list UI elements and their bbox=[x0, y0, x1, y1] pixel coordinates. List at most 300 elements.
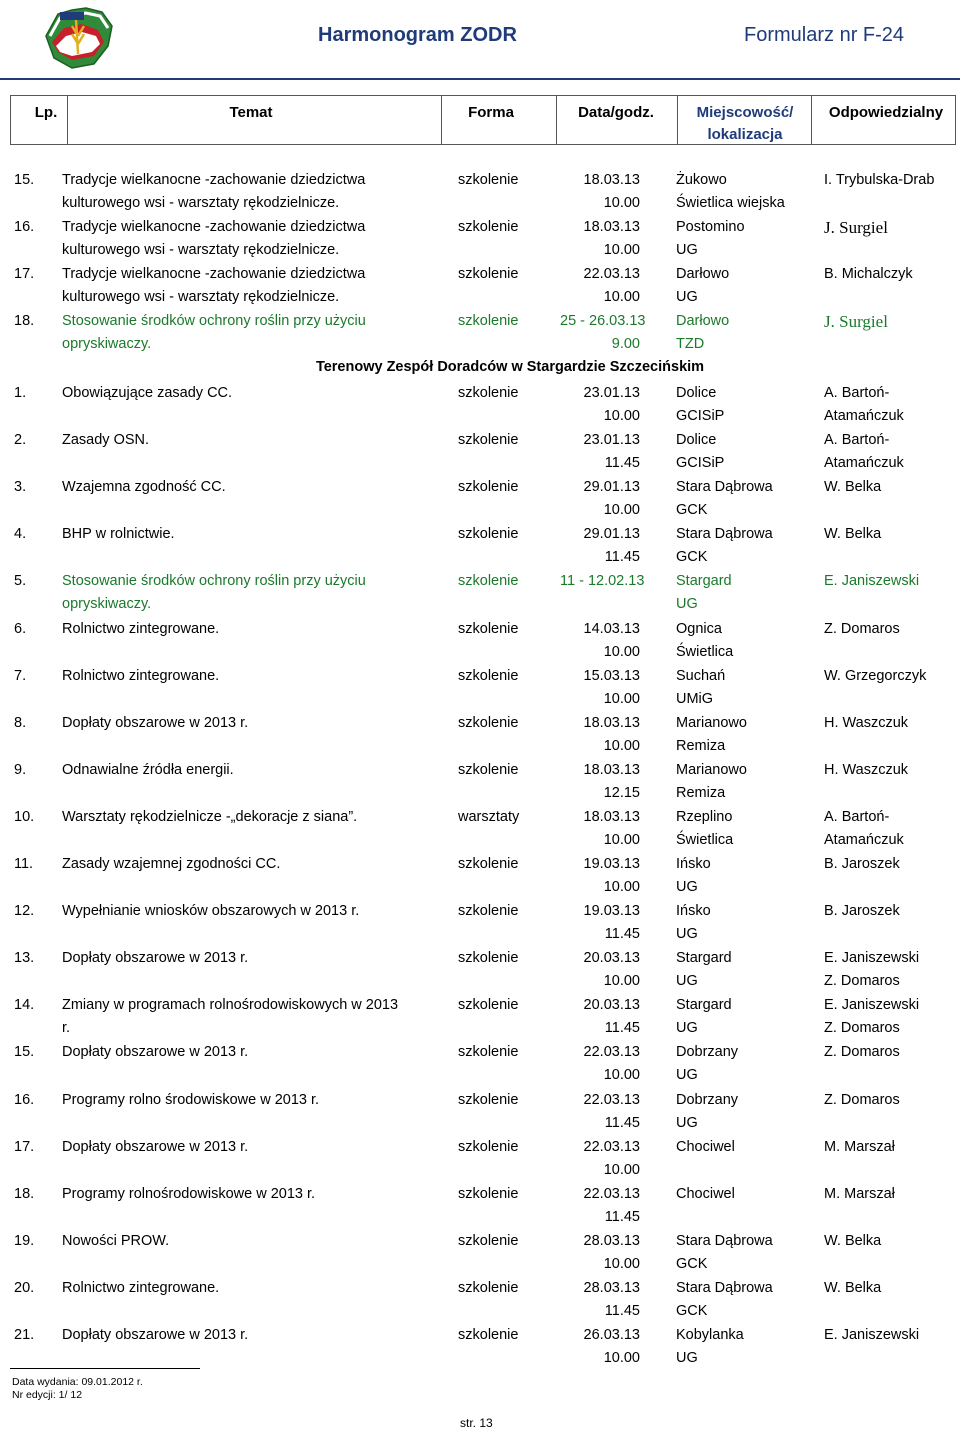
row-number: 2. bbox=[14, 432, 27, 449]
row-date-day: 29.01.13 bbox=[583, 526, 640, 543]
row-form: szkolenie bbox=[458, 526, 519, 543]
row-place bbox=[676, 759, 747, 805]
row-place-venue: UMiG bbox=[676, 690, 714, 707]
row-place-town: Rzeplino bbox=[676, 808, 733, 825]
row-date-day: 18.03.13 bbox=[583, 172, 640, 188]
row-responsible-line1: E. Janiszewski bbox=[824, 1327, 920, 1343]
table-row bbox=[0, 169, 960, 216]
row-form: szkolenie bbox=[458, 950, 519, 967]
row-responsible-line1: M. Marszał bbox=[824, 1185, 895, 1202]
row-responsible-line1: M. Marszał bbox=[824, 1138, 895, 1155]
row-responsible bbox=[824, 476, 881, 499]
row-date bbox=[560, 665, 660, 711]
row-number: 5. bbox=[14, 573, 27, 590]
page-number: str. 13 bbox=[460, 1416, 493, 1430]
row-responsible bbox=[824, 665, 926, 688]
row-responsible-line1: A. Bartoń- bbox=[824, 808, 890, 825]
row-date bbox=[560, 1230, 660, 1276]
row-responsible-line1: W. Belka bbox=[824, 1232, 882, 1249]
row-place bbox=[676, 1277, 773, 1323]
row-form: szkolenie bbox=[458, 1091, 519, 1108]
row-number: 13. bbox=[14, 950, 35, 967]
row-topic: Rolnictwo zintegrowane. bbox=[62, 620, 220, 637]
row-date-time: 10.00 bbox=[603, 1067, 640, 1084]
table-row bbox=[0, 994, 960, 1041]
row-responsible-line1: H. Waszczuk bbox=[824, 761, 909, 778]
row-responsible-line1: W. Belka bbox=[824, 479, 882, 496]
row-date-day: 20.03.13 bbox=[583, 997, 640, 1014]
row-place-venue: UG bbox=[676, 879, 698, 895]
row-place bbox=[676, 1324, 744, 1370]
row-date bbox=[560, 947, 660, 993]
row-date-day: 14.03.13 bbox=[583, 620, 640, 637]
column-header-miejscowosc-line1: Miejscowość/ bbox=[696, 104, 794, 121]
row-form: szkolenie bbox=[458, 313, 519, 329]
row-date bbox=[560, 618, 660, 664]
row-form: szkolenie bbox=[458, 714, 519, 731]
table-row bbox=[0, 759, 960, 806]
row-place-town: Żukowo bbox=[676, 172, 727, 188]
row-form: szkolenie bbox=[458, 266, 519, 282]
row-place bbox=[676, 216, 745, 262]
row-topic: Dopłaty obszarowe w 2013 r. bbox=[62, 1327, 249, 1343]
row-place-town: Stargard bbox=[676, 997, 732, 1014]
row-form: szkolenie bbox=[458, 1279, 519, 1296]
row-date-time: 12.15 bbox=[603, 784, 640, 801]
row-number: 20. bbox=[14, 1279, 35, 1296]
row-number: 16. bbox=[14, 1091, 35, 1108]
row-form: szkolenie bbox=[458, 620, 519, 637]
row-topic: Dopłaty obszarowe w 2013 r. bbox=[62, 950, 249, 967]
row-form: szkolenie bbox=[458, 997, 519, 1014]
row-responsible: J. Surgiel bbox=[824, 218, 888, 237]
row-place-venue: UG bbox=[676, 242, 698, 258]
row-date-day: 22.03.13 bbox=[583, 1091, 640, 1108]
row-place bbox=[676, 665, 725, 711]
row-topic: Warsztaty rękodzielnicze -„dekoracje z siana”. bbox=[62, 808, 358, 825]
table-row bbox=[0, 570, 960, 617]
row-date-day: 20.03.13 bbox=[583, 950, 640, 967]
row-form: szkolenie bbox=[458, 219, 519, 235]
row-date-day: 22.03.13 bbox=[583, 1185, 640, 1202]
row-responsible-line1: W. Belka bbox=[824, 526, 882, 543]
row-responsible bbox=[824, 1230, 881, 1253]
row-place-town: Chociwel bbox=[676, 1185, 735, 1202]
row-date bbox=[560, 1183, 660, 1229]
row-form: szkolenie bbox=[458, 573, 519, 590]
row-place-town: Stara Dąbrowa bbox=[676, 526, 773, 543]
row-number: 8. bbox=[14, 714, 27, 731]
row-form: szkolenie bbox=[458, 1327, 519, 1343]
row-responsible-line2: Atamańczuk bbox=[824, 408, 904, 424]
row-responsible bbox=[824, 382, 904, 428]
row-topic: Dopłaty obszarowe w 2013 r. bbox=[62, 1138, 249, 1155]
row-place-town: Marianowo bbox=[676, 714, 747, 731]
row-date-time: 11.45 bbox=[604, 455, 640, 472]
row-place-town: Dobrzany bbox=[676, 1044, 739, 1061]
row-date-day: 15.03.13 bbox=[583, 667, 640, 684]
row-responsible-line1: E. Janiszewski bbox=[824, 997, 920, 1014]
row-date-day: 18.03.13 bbox=[583, 761, 640, 778]
row-place bbox=[676, 570, 732, 616]
row-place-venue: TZD bbox=[676, 336, 705, 352]
row-form: szkolenie bbox=[458, 667, 519, 684]
row-number: 21. bbox=[14, 1327, 35, 1343]
row-date-time: 10.00 bbox=[603, 289, 640, 305]
column-divider bbox=[441, 96, 442, 144]
table-row bbox=[0, 1089, 960, 1136]
column-divider bbox=[67, 96, 68, 144]
row-place-town: Chociwel bbox=[676, 1138, 735, 1155]
table-row bbox=[0, 523, 960, 570]
row-date bbox=[560, 523, 660, 569]
row-responsible-line1: A. Bartoń- bbox=[824, 432, 890, 449]
row-responsible-line2: Z. Domaros bbox=[824, 1020, 900, 1037]
row-date bbox=[560, 1089, 660, 1135]
row-form: szkolenie bbox=[458, 903, 519, 920]
row-topic: Zasady wzajemnej zgodności CC. bbox=[62, 856, 281, 872]
row-place-venue: UG bbox=[676, 1067, 698, 1084]
row-responsible bbox=[824, 523, 881, 546]
table-row bbox=[0, 665, 960, 712]
table-row bbox=[0, 1136, 960, 1183]
footer-divider bbox=[10, 1368, 200, 1369]
row-responsible bbox=[824, 1277, 881, 1300]
row-number: 10. bbox=[14, 808, 35, 825]
odr-logo-icon bbox=[42, 6, 116, 72]
row-date-time: 10.00 bbox=[603, 1350, 640, 1366]
row-place bbox=[676, 523, 773, 569]
row-date-time: 11.45 bbox=[604, 1020, 640, 1037]
row-place-venue: UG bbox=[676, 926, 698, 943]
row-topic: Wypełnianie wniosków obszarowych w 2013 r. bbox=[62, 903, 360, 920]
row-date-time: 10.00 bbox=[603, 408, 640, 424]
row-responsible bbox=[824, 712, 908, 735]
row-date bbox=[560, 476, 660, 522]
row-date-time: 10.00 bbox=[603, 690, 640, 707]
row-date bbox=[560, 900, 660, 946]
row-form: szkolenie bbox=[458, 1232, 519, 1249]
row-place-town: Ińsko bbox=[676, 856, 711, 872]
row-responsible-line2: Atamańczuk bbox=[824, 831, 904, 848]
row-responsible-line1: E. Janiszewski bbox=[824, 573, 920, 590]
row-topic: Rolnictwo zintegrowane. bbox=[62, 667, 220, 684]
row-date bbox=[560, 994, 660, 1040]
row-responsible bbox=[824, 429, 904, 475]
row-place-venue: GCK bbox=[676, 1255, 708, 1272]
row-form: szkolenie bbox=[458, 856, 519, 872]
row-date-day: 28.03.13 bbox=[583, 1279, 640, 1296]
row-place bbox=[676, 806, 733, 852]
row-date bbox=[560, 216, 660, 262]
row-place-town: Stargard bbox=[676, 950, 732, 967]
row-place bbox=[676, 263, 729, 309]
row-topic: Tradycje wielkanocne -zachowanie dziedzictwa kulturowego wsi - warsztaty rękodzielnicze. bbox=[62, 172, 366, 211]
table-row bbox=[0, 1230, 960, 1277]
row-responsible-line1: E. Janiszewski bbox=[824, 950, 920, 967]
row-form: szkolenie bbox=[458, 1185, 519, 1202]
row-place-venue: GCK bbox=[676, 502, 708, 519]
row-responsible bbox=[824, 806, 904, 852]
row-number: 15. bbox=[14, 1044, 35, 1061]
row-place-venue: GCK bbox=[676, 1302, 708, 1319]
row-date-time: 11.45 bbox=[604, 549, 640, 566]
row-place-venue: UG bbox=[676, 289, 698, 305]
row-date-time: 11.45 bbox=[604, 926, 640, 943]
row-place-venue: Remiza bbox=[676, 784, 726, 801]
row-date-time: 11.45 bbox=[604, 1208, 640, 1225]
row-place bbox=[676, 853, 711, 899]
row-place bbox=[676, 994, 732, 1040]
row-place bbox=[676, 712, 747, 758]
row-responsible bbox=[824, 1136, 895, 1159]
table-row bbox=[0, 806, 960, 853]
table-row bbox=[0, 900, 960, 947]
column-header-miejscowosc-line2: lokalizacja bbox=[707, 126, 783, 143]
column-header-data: Data/godz. bbox=[578, 104, 654, 121]
row-responsible-line1: Z. Domaros bbox=[824, 1044, 900, 1061]
row-responsible-line1: A. Bartoń- bbox=[824, 385, 890, 401]
row-place-venue: UG bbox=[676, 596, 698, 613]
row-date bbox=[560, 1041, 660, 1087]
row-form: szkolenie bbox=[458, 385, 519, 401]
row-place bbox=[676, 1041, 738, 1087]
row-number: 11. bbox=[14, 856, 34, 872]
column-header-lp: Lp. bbox=[34, 104, 58, 121]
row-place bbox=[676, 429, 724, 475]
row-place-venue: UG bbox=[676, 1350, 698, 1366]
row-place bbox=[676, 1230, 773, 1276]
row-number: 18. bbox=[14, 313, 35, 329]
row-date-time: 10.00 bbox=[603, 1161, 640, 1178]
row-date-time: 10.00 bbox=[603, 502, 640, 519]
row-date bbox=[560, 310, 660, 356]
row-topic: Odnawialne źródła energii. bbox=[62, 761, 234, 778]
column-divider bbox=[556, 96, 557, 144]
row-number: 14. bbox=[14, 997, 35, 1014]
row-form: szkolenie bbox=[458, 172, 519, 188]
row-responsible-line1: Z. Domaros bbox=[824, 620, 900, 637]
table-row bbox=[0, 310, 960, 357]
row-place bbox=[676, 900, 711, 946]
row-responsible bbox=[824, 1089, 900, 1112]
row-place bbox=[676, 947, 732, 993]
row-topic: Dopłaty obszarowe w 2013 r. bbox=[62, 1044, 249, 1061]
row-place-town: Stara Dąbrowa bbox=[676, 479, 773, 496]
table-row bbox=[0, 476, 960, 523]
document-header bbox=[0, 0, 960, 80]
row-responsible bbox=[824, 900, 900, 923]
row-date-day: 22.03.13 bbox=[583, 1044, 640, 1061]
row-date-day: 28.03.13 bbox=[583, 1232, 640, 1249]
row-responsible-line2: Z. Domaros bbox=[824, 973, 900, 990]
table-row bbox=[0, 1324, 960, 1371]
row-number: 1. bbox=[14, 385, 27, 401]
row-form: warsztaty bbox=[458, 808, 520, 825]
row-number: 16. bbox=[14, 219, 35, 235]
row-topic: Rolnictwo zintegrowane. bbox=[62, 1279, 220, 1296]
row-responsible-line1: W. Belka bbox=[824, 1279, 882, 1296]
row-date bbox=[560, 712, 660, 758]
row-form: szkolenie bbox=[458, 1138, 519, 1155]
row-place-town: Stargard bbox=[676, 573, 732, 590]
row-responsible bbox=[824, 947, 919, 993]
row-date-time: 10.00 bbox=[603, 643, 640, 660]
row-date bbox=[560, 806, 660, 852]
row-topic: Dopłaty obszarowe w 2013 r. bbox=[62, 714, 249, 731]
row-place-town: Suchań bbox=[676, 667, 726, 684]
row-date-day: 23.01.13 bbox=[583, 385, 640, 401]
row-date bbox=[560, 853, 660, 899]
row-number: 9. bbox=[14, 761, 27, 778]
row-responsible: B. Michalczyk bbox=[824, 266, 913, 282]
row-number: 3. bbox=[14, 479, 27, 496]
row-place-town: Ognica bbox=[676, 620, 722, 637]
row-topic: Stosowanie środków ochrony roślin przy użyciu opryskiwaczy. bbox=[62, 313, 366, 352]
row-number: 18. bbox=[14, 1185, 35, 1202]
row-date bbox=[560, 570, 660, 593]
row-place-town: Stara Dąbrowa bbox=[676, 1232, 773, 1249]
row-place-town: Ińsko bbox=[676, 903, 711, 920]
row-number: 17. bbox=[14, 266, 35, 282]
column-header-forma: Forma bbox=[468, 104, 514, 121]
row-date-time: 10.00 bbox=[603, 879, 640, 895]
row-topic: Stosowanie środków ochrony roślin przy użyciu opryskiwaczy. bbox=[62, 573, 366, 613]
row-number: 12. bbox=[14, 903, 35, 920]
section-title bbox=[0, 359, 960, 375]
row-place-town: Marianowo bbox=[676, 761, 747, 778]
column-header-temat: Temat bbox=[229, 104, 273, 121]
row-topic: Programy rolno środowiskowe w 2013 r. bbox=[62, 1091, 320, 1108]
row-responsible-line1: W. Grzegorczyk bbox=[824, 667, 927, 684]
edition-number: Nr edycji: 1/ 12 bbox=[12, 1389, 83, 1401]
row-date bbox=[560, 1324, 660, 1370]
row-place-venue: GCISiP bbox=[676, 455, 725, 472]
row-topic: Obowiązujące zasady CC. bbox=[62, 385, 233, 401]
row-responsible: I. Trybulska-Drab bbox=[824, 172, 935, 188]
row-responsible-line2: Atamańczuk bbox=[824, 455, 904, 472]
row-date-time: 10.00 bbox=[603, 831, 640, 848]
row-place-town: Postomino bbox=[676, 219, 745, 235]
row-place-town: Dobrzany bbox=[676, 1091, 739, 1108]
row-form: szkolenie bbox=[458, 479, 519, 496]
row-date-day: 23.01.13 bbox=[583, 432, 640, 449]
row-place bbox=[676, 382, 724, 428]
row-topic: Zasady OSN. bbox=[62, 432, 150, 449]
row-topic: Nowości PROW. bbox=[62, 1232, 170, 1249]
row-responsible: J. Surgiel bbox=[824, 312, 888, 331]
row-responsible-line1: B. Jaroszek bbox=[824, 903, 900, 920]
row-place-venue: GCK bbox=[676, 549, 708, 566]
row-number: 7. bbox=[14, 667, 27, 684]
row-date-day: 22.03.13 bbox=[583, 1138, 640, 1155]
row-date-day: 25 - 26.03.13 bbox=[560, 313, 646, 329]
table-row bbox=[0, 1183, 960, 1230]
row-topic: Programy rolnośrodowiskowe w 2013 r. bbox=[62, 1185, 316, 1202]
row-date bbox=[560, 759, 660, 805]
footer bbox=[12, 1376, 143, 1402]
row-date-day: 19.03.13 bbox=[583, 903, 640, 920]
table-row bbox=[0, 1277, 960, 1324]
row-place bbox=[676, 1136, 735, 1159]
row-form: szkolenie bbox=[458, 761, 519, 778]
row-date-time: 10.00 bbox=[603, 195, 640, 211]
row-place-town: Kobylanka bbox=[676, 1327, 744, 1343]
row-date bbox=[560, 1277, 660, 1323]
table-row bbox=[0, 429, 960, 476]
row-responsible bbox=[824, 1041, 900, 1064]
row-date-day: 18.03.13 bbox=[583, 714, 640, 731]
row-date-time: 9.00 bbox=[611, 336, 640, 352]
row-place-venue: Świetlica bbox=[676, 831, 734, 848]
row-date-time: 10.00 bbox=[603, 737, 640, 754]
row-responsible-line1: B. Jaroszek bbox=[824, 856, 900, 872]
row-form: szkolenie bbox=[458, 1044, 519, 1061]
row-place-town: Darłowo bbox=[676, 313, 730, 329]
row-date-time: 10.00 bbox=[603, 1255, 640, 1272]
row-date bbox=[560, 263, 660, 309]
row-date-time: 11.45 bbox=[604, 1302, 640, 1319]
row-place-venue: UG bbox=[676, 1020, 698, 1037]
row-form: szkolenie bbox=[458, 432, 519, 449]
row-date-time: 10.00 bbox=[603, 973, 640, 990]
row-number: 6. bbox=[14, 620, 27, 637]
row-place-venue: Remiza bbox=[676, 737, 726, 754]
form-number: Formularz nr F-24 bbox=[744, 24, 905, 46]
row-number: 15. bbox=[14, 172, 35, 188]
row-responsible bbox=[824, 1183, 895, 1206]
row-date-day: 19.03.13 bbox=[583, 856, 640, 872]
row-place-venue: Świetlica wiejska bbox=[676, 195, 785, 211]
row-place bbox=[676, 618, 733, 664]
issue-date: Data wydania: 09.01.2012 r. bbox=[12, 1376, 143, 1388]
row-date bbox=[560, 382, 660, 428]
row-responsible bbox=[824, 759, 908, 782]
row-responsible bbox=[824, 994, 919, 1040]
row-responsible bbox=[824, 570, 919, 593]
row-date-day: 29.01.13 bbox=[583, 479, 640, 496]
row-topic: Wzajemna zgodność CC. bbox=[62, 479, 226, 496]
row-responsible-line1: Z. Domaros bbox=[824, 1091, 900, 1108]
row-date-day: 18.03.13 bbox=[583, 219, 640, 235]
table-row bbox=[0, 1041, 960, 1088]
row-date-time: 10.00 bbox=[603, 242, 640, 258]
header-divider bbox=[0, 78, 960, 80]
row-date-time: 11.45 bbox=[604, 1114, 640, 1131]
row-date bbox=[560, 429, 660, 475]
table-row bbox=[0, 216, 960, 263]
row-date-day: 22.03.13 bbox=[583, 266, 640, 282]
row-place-venue: UG bbox=[676, 973, 698, 990]
table-row bbox=[0, 712, 960, 759]
column-header-odpowiedzialny: Odpowiedzialny bbox=[828, 104, 944, 121]
row-date bbox=[560, 169, 660, 215]
row-responsible bbox=[824, 853, 900, 876]
row-number: 17. bbox=[14, 1138, 35, 1155]
row-responsible-line1: H. Waszczuk bbox=[824, 714, 909, 731]
row-date bbox=[560, 1136, 660, 1182]
row-place bbox=[676, 169, 785, 215]
section-title-text: Terenowy Zespół Doradców w Stargardzie Szczecińskim bbox=[315, 359, 705, 375]
table-row bbox=[0, 853, 960, 900]
row-topic: Zmiany w programach rolnośrodowiskowych w 2013 r. bbox=[62, 997, 399, 1037]
row-place-town: Dolice bbox=[676, 385, 717, 401]
table-row bbox=[0, 947, 960, 994]
row-place-venue: Świetlica bbox=[676, 643, 734, 660]
column-divider bbox=[811, 96, 812, 144]
row-topic: BHP w rolnictwie. bbox=[62, 526, 175, 543]
table-row bbox=[0, 618, 960, 665]
